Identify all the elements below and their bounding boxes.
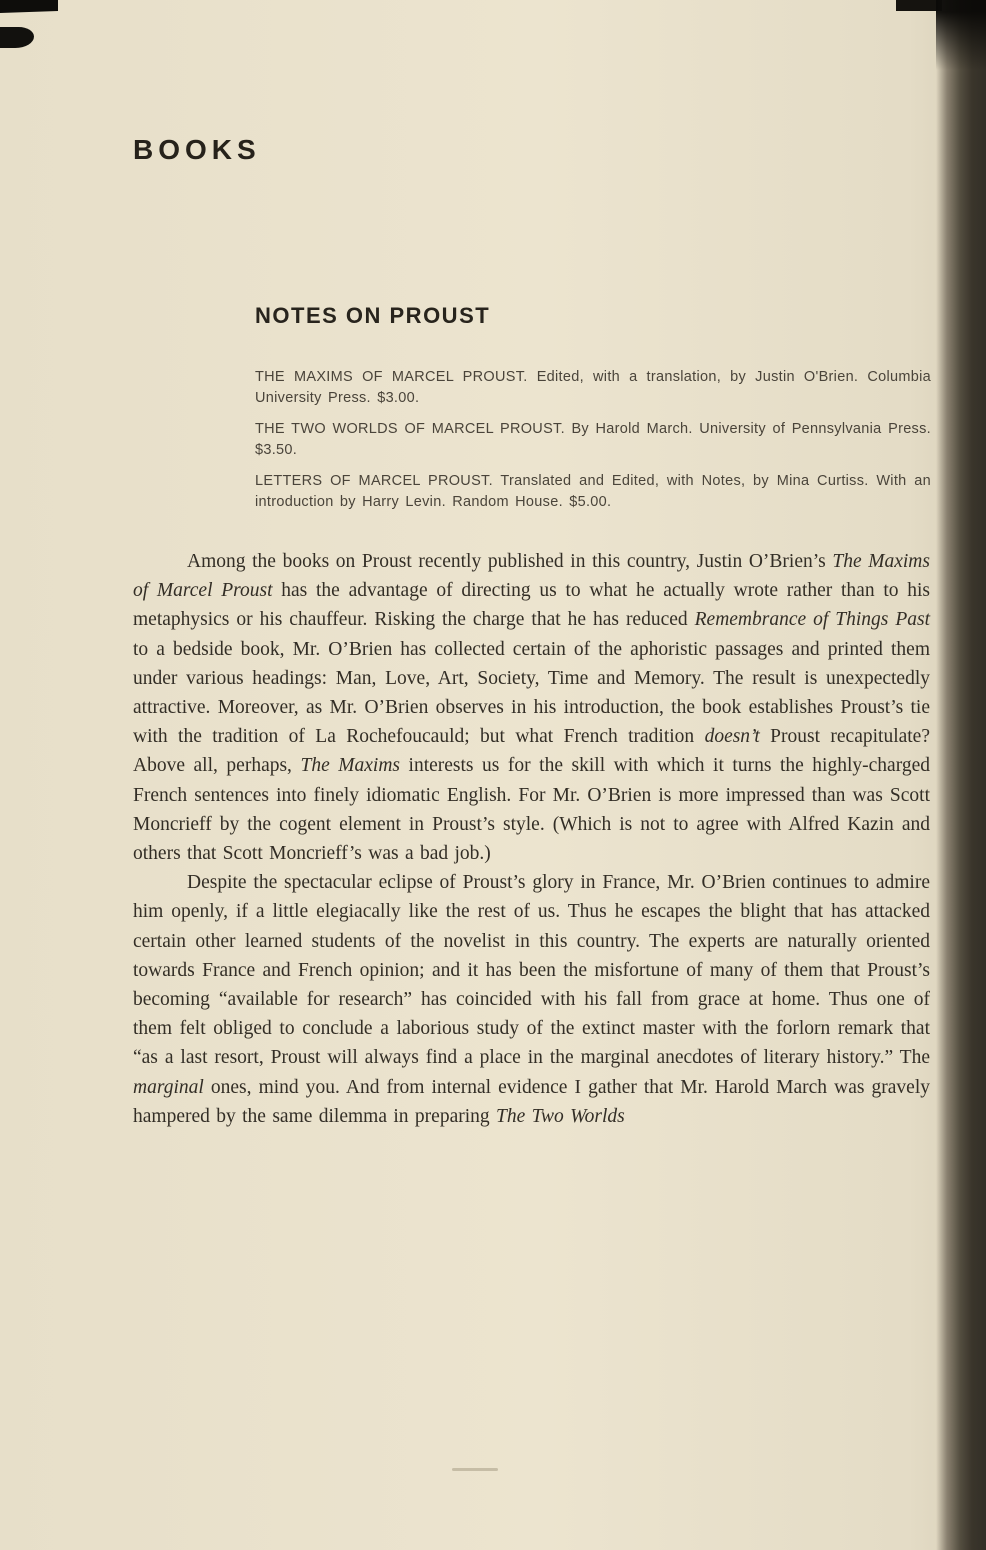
body-paragraph: Among the books on Proust recently published in this country, Justin O’Brien’s The Maxims of Marcel Proust has the advantage of directing us to what he actually wrote rather than to his metaphysics or his chauffeur. Risking the charge that he has reduced Remembrance of Things Past to a bedside book, Mr. O’Brien has collected certain of the aphoristic passages and printed them under various headings: Man, Love, Art, Society, Time and Memory. The result is unexpectedly attractive. Moreover, as Mr. O’Brien observes in his introduction, the book establishes Proust’s tie with the tradition of La Rochefoucauld; but what French tradition doesn’t Proust recapitulate? Above all, perhaps, The Maxims interests us for the skill with which it turns the highly-charged French sentences into finely idiomatic English. For Mr. O’Brien is more impressed than was Scott Moncrieff by the cogent element in Proust’s style. (Which is not to agree with Alfred Kazin and others that Scott Moncrieff’s was a bad job.) xyxy=(133,551,930,865)
body-text xyxy=(133,547,930,1131)
section xyxy=(255,303,931,523)
book-binding-shadow xyxy=(936,0,986,1550)
section-title: NOTES ON PROUST xyxy=(255,303,491,328)
citation-entry: THE MAXIMS OF MARCEL PROUST. Edited, with a translation, by Justin O'Brien. Columbia University Press. $3.00. xyxy=(255,369,931,406)
citation-entry: THE TWO WORLDS OF MARCEL PROUST. By Harold March. University of Pennsylvania Press. $3.50. xyxy=(255,421,931,458)
page-header: BOOKS xyxy=(133,134,261,165)
scan-artifact-top-left-2 xyxy=(0,27,34,48)
scan-artifact-bottom-center xyxy=(452,1468,498,1471)
scan-artifact-top-left-1 xyxy=(0,0,58,13)
citation-list xyxy=(255,367,931,513)
body-paragraph: Despite the spectacular eclipse of Proust’s glory in France, Mr. O’Brien continues to admire him openly, if a little elegiacally like the rest of us. Thus he escapes the blight that has attacked certain other learned students of the novelist in this country. The experts are naturally oriented towards France and French opinion; and it has been the misfortune of many of them that Proust’s becoming “available for research” has coincided with his fall from grace at home. Thus one of them felt obliged to conclude a laborious study of the extinct master with the forlorn remark that “as a last resort, Proust will always find a place in the marginal anecdotes of literary history.” The marginal ones, mind you. And from internal evidence I gather that Mr. Harold March was gravely hampered by the same dilemma in preparing The Two Worlds xyxy=(133,872,930,1127)
citation-entry: LETTERS OF MARCEL PROUST. Translated and Edited, with Notes, by Mina Curtiss. With an introduction by Harry Levin. Random House. $5.00. xyxy=(255,473,931,510)
